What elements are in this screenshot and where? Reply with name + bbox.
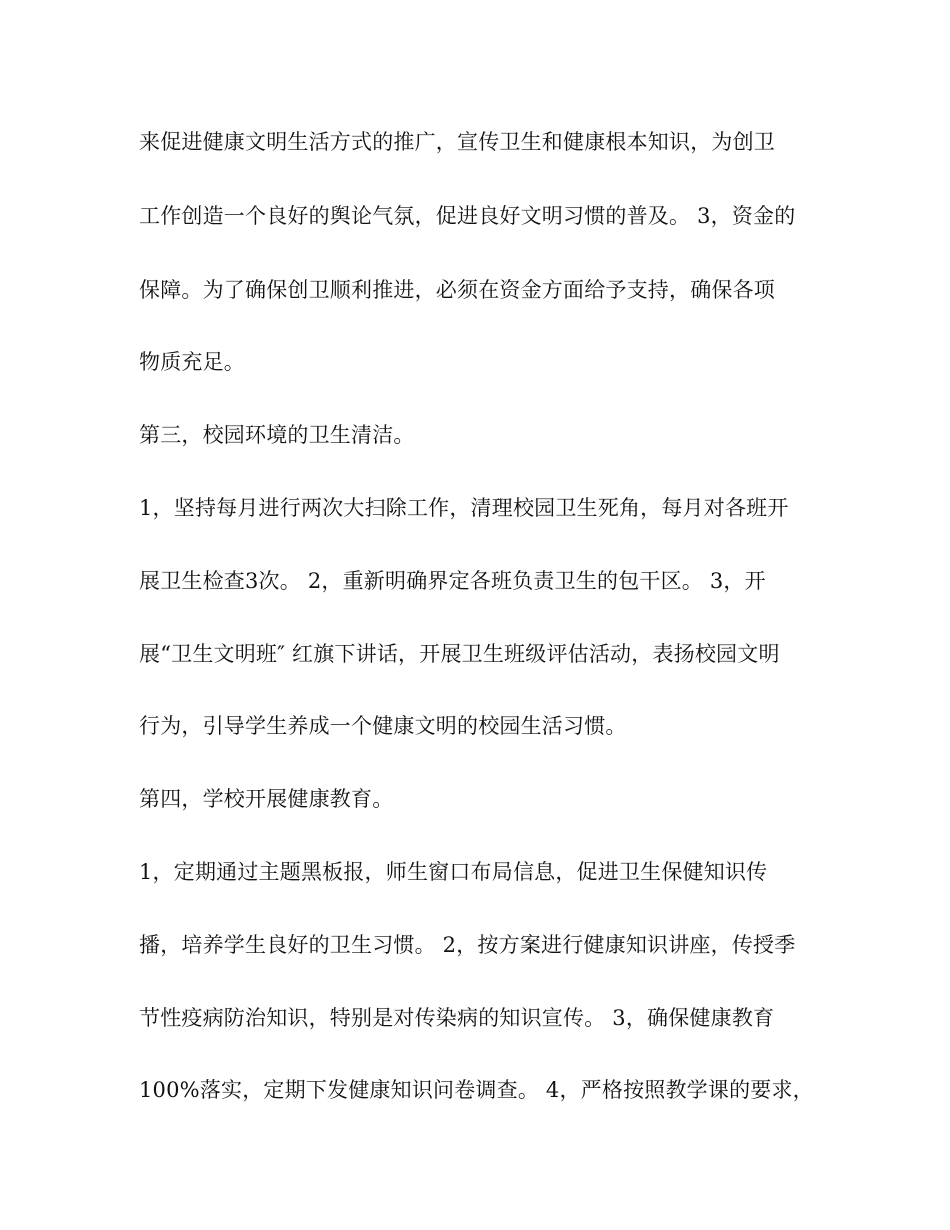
text-line: 展“卫生文明班″ 红旗下讲话，开展卫生班级评估活动，表扬校园文明 [139, 642, 780, 666]
text-line: 1，定期通过主题黑板报，师生窗口布局信息，促进卫生保健知识传 [139, 860, 768, 884]
text-line: 1，坚持每月进行两次大扫除工作，清理校园卫生死角，每月对各班开 [139, 496, 789, 520]
text-line: 工作创造一个良好的舆论气氛，促进良好文明习惯的普及。 3，资金的 [139, 204, 796, 228]
section-heading: 第三，校园环境的卫生清洁。 [139, 423, 415, 447]
text-line: 展卫生检查3次。 2，重新明确界定各班负责卫生的包干区。 3，开 [139, 569, 766, 593]
text-line: 来促进健康文明生活方式的推广，宣传卫生和健康根本知识，为创卫 [139, 130, 775, 154]
text-line: 节性疫病防治知识，特别是对传染病的知识宣传。 3，确保健康教育 [139, 1006, 775, 1030]
text-line: 100%落实，定期下发健康知识问卷调查。 4，严格按照教学课的要求， [139, 1078, 814, 1102]
section-heading: 第四，学校开展健康教育。 [139, 787, 394, 811]
text-line: 物质充足。 [139, 350, 245, 374]
text-line: 行为，引导学生养成一个健康文明的校园生活习惯。 [139, 714, 627, 738]
text-line: 保障。为了确保创卫顺利推进，必须在资金方面给予支持，确保各项 [139, 278, 775, 302]
text-line: 播，培养学生良好的卫生习惯。 2，按方案进行健康知识讲座，传授季 [139, 933, 796, 957]
